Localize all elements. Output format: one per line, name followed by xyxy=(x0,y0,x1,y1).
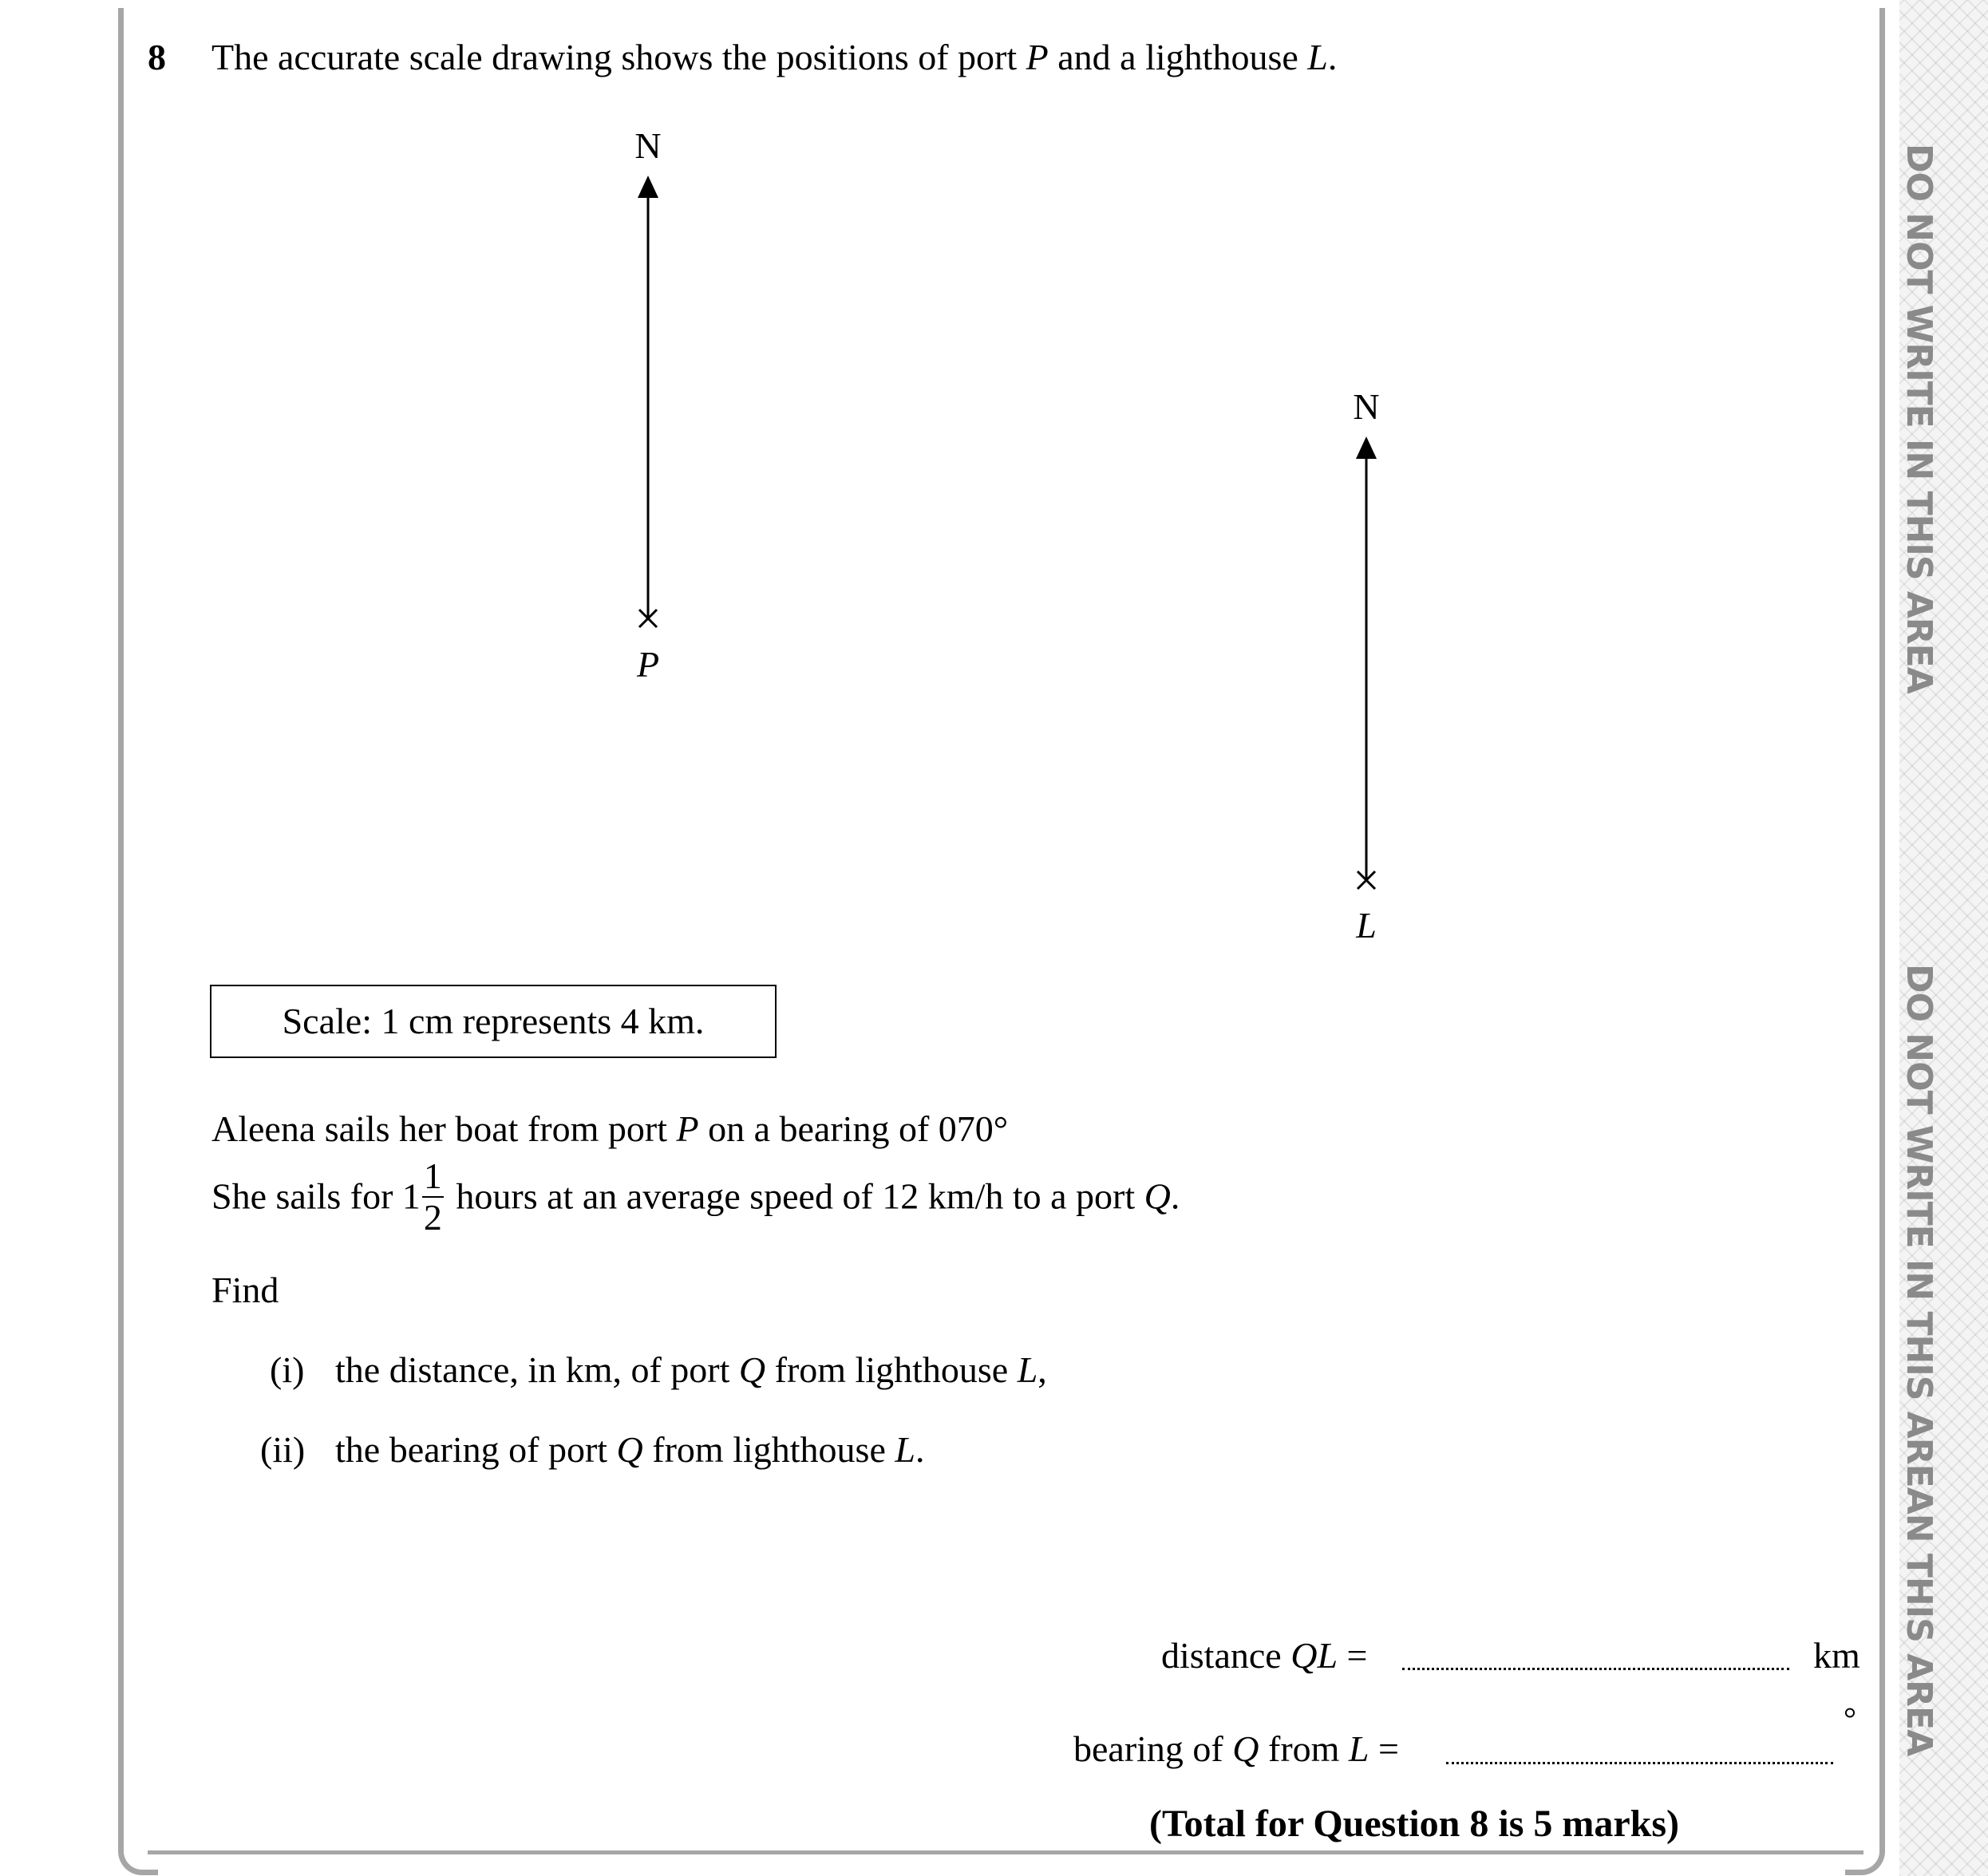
point-p-label: P xyxy=(636,644,660,685)
question-total-marks: (Total for Question 8 is 5 marks) xyxy=(1149,1803,1680,1845)
question-number: 8 xyxy=(148,37,166,77)
north-label-p: N xyxy=(634,125,662,166)
point-l-label: L xyxy=(1356,905,1377,946)
bearing-sentence: Aleena sails her boat from port P on a bearing of 070° xyxy=(211,1108,1009,1149)
north-label-l: N xyxy=(1353,386,1380,427)
distance-answer-label: distance QL = xyxy=(1161,1635,1368,1676)
find-label: Find xyxy=(211,1270,279,1310)
part-ii-text: the bearing of port Q from lighthouse L. xyxy=(335,1429,925,1470)
part-i-text: the distance, in km, of port Q from lighthouse L, xyxy=(335,1349,1047,1390)
question-intro: The accurate scale drawing shows the positions of port P and a lighthouse L. xyxy=(211,37,1338,77)
part-ii-label: (ii) xyxy=(260,1429,306,1470)
speed-sentence: She sails for 1 $\frac{1}{2}$ hours at an average speed of 12 km/h to a port Q. xyxy=(211,1155,1180,1238)
part-i-label: (i) xyxy=(270,1349,305,1390)
north-arrow-l xyxy=(1356,436,1377,459)
margin-warning-bottom: DO NOT WRITE IN THIS AREAN THIS AREA xyxy=(1899,964,1939,1756)
bearing-answer-field[interactable] xyxy=(1446,1762,1833,1764)
scale-box: Scale: 1 cm represents 4 km. xyxy=(210,985,777,1058)
margin-warning-top: DO NOT WRITE IN THIS AREA xyxy=(1899,144,1939,693)
bearing-answer-label: bearing of Q from L = xyxy=(1073,1728,1399,1769)
distance-unit: km xyxy=(1813,1635,1860,1676)
distance-answer-field[interactable] xyxy=(1402,1668,1789,1670)
fraction-half: $\frac{1}{2}$ xyxy=(423,1155,442,1238)
north-arrow-p xyxy=(638,176,658,198)
degree-symbol: ° xyxy=(1844,1700,1856,1736)
